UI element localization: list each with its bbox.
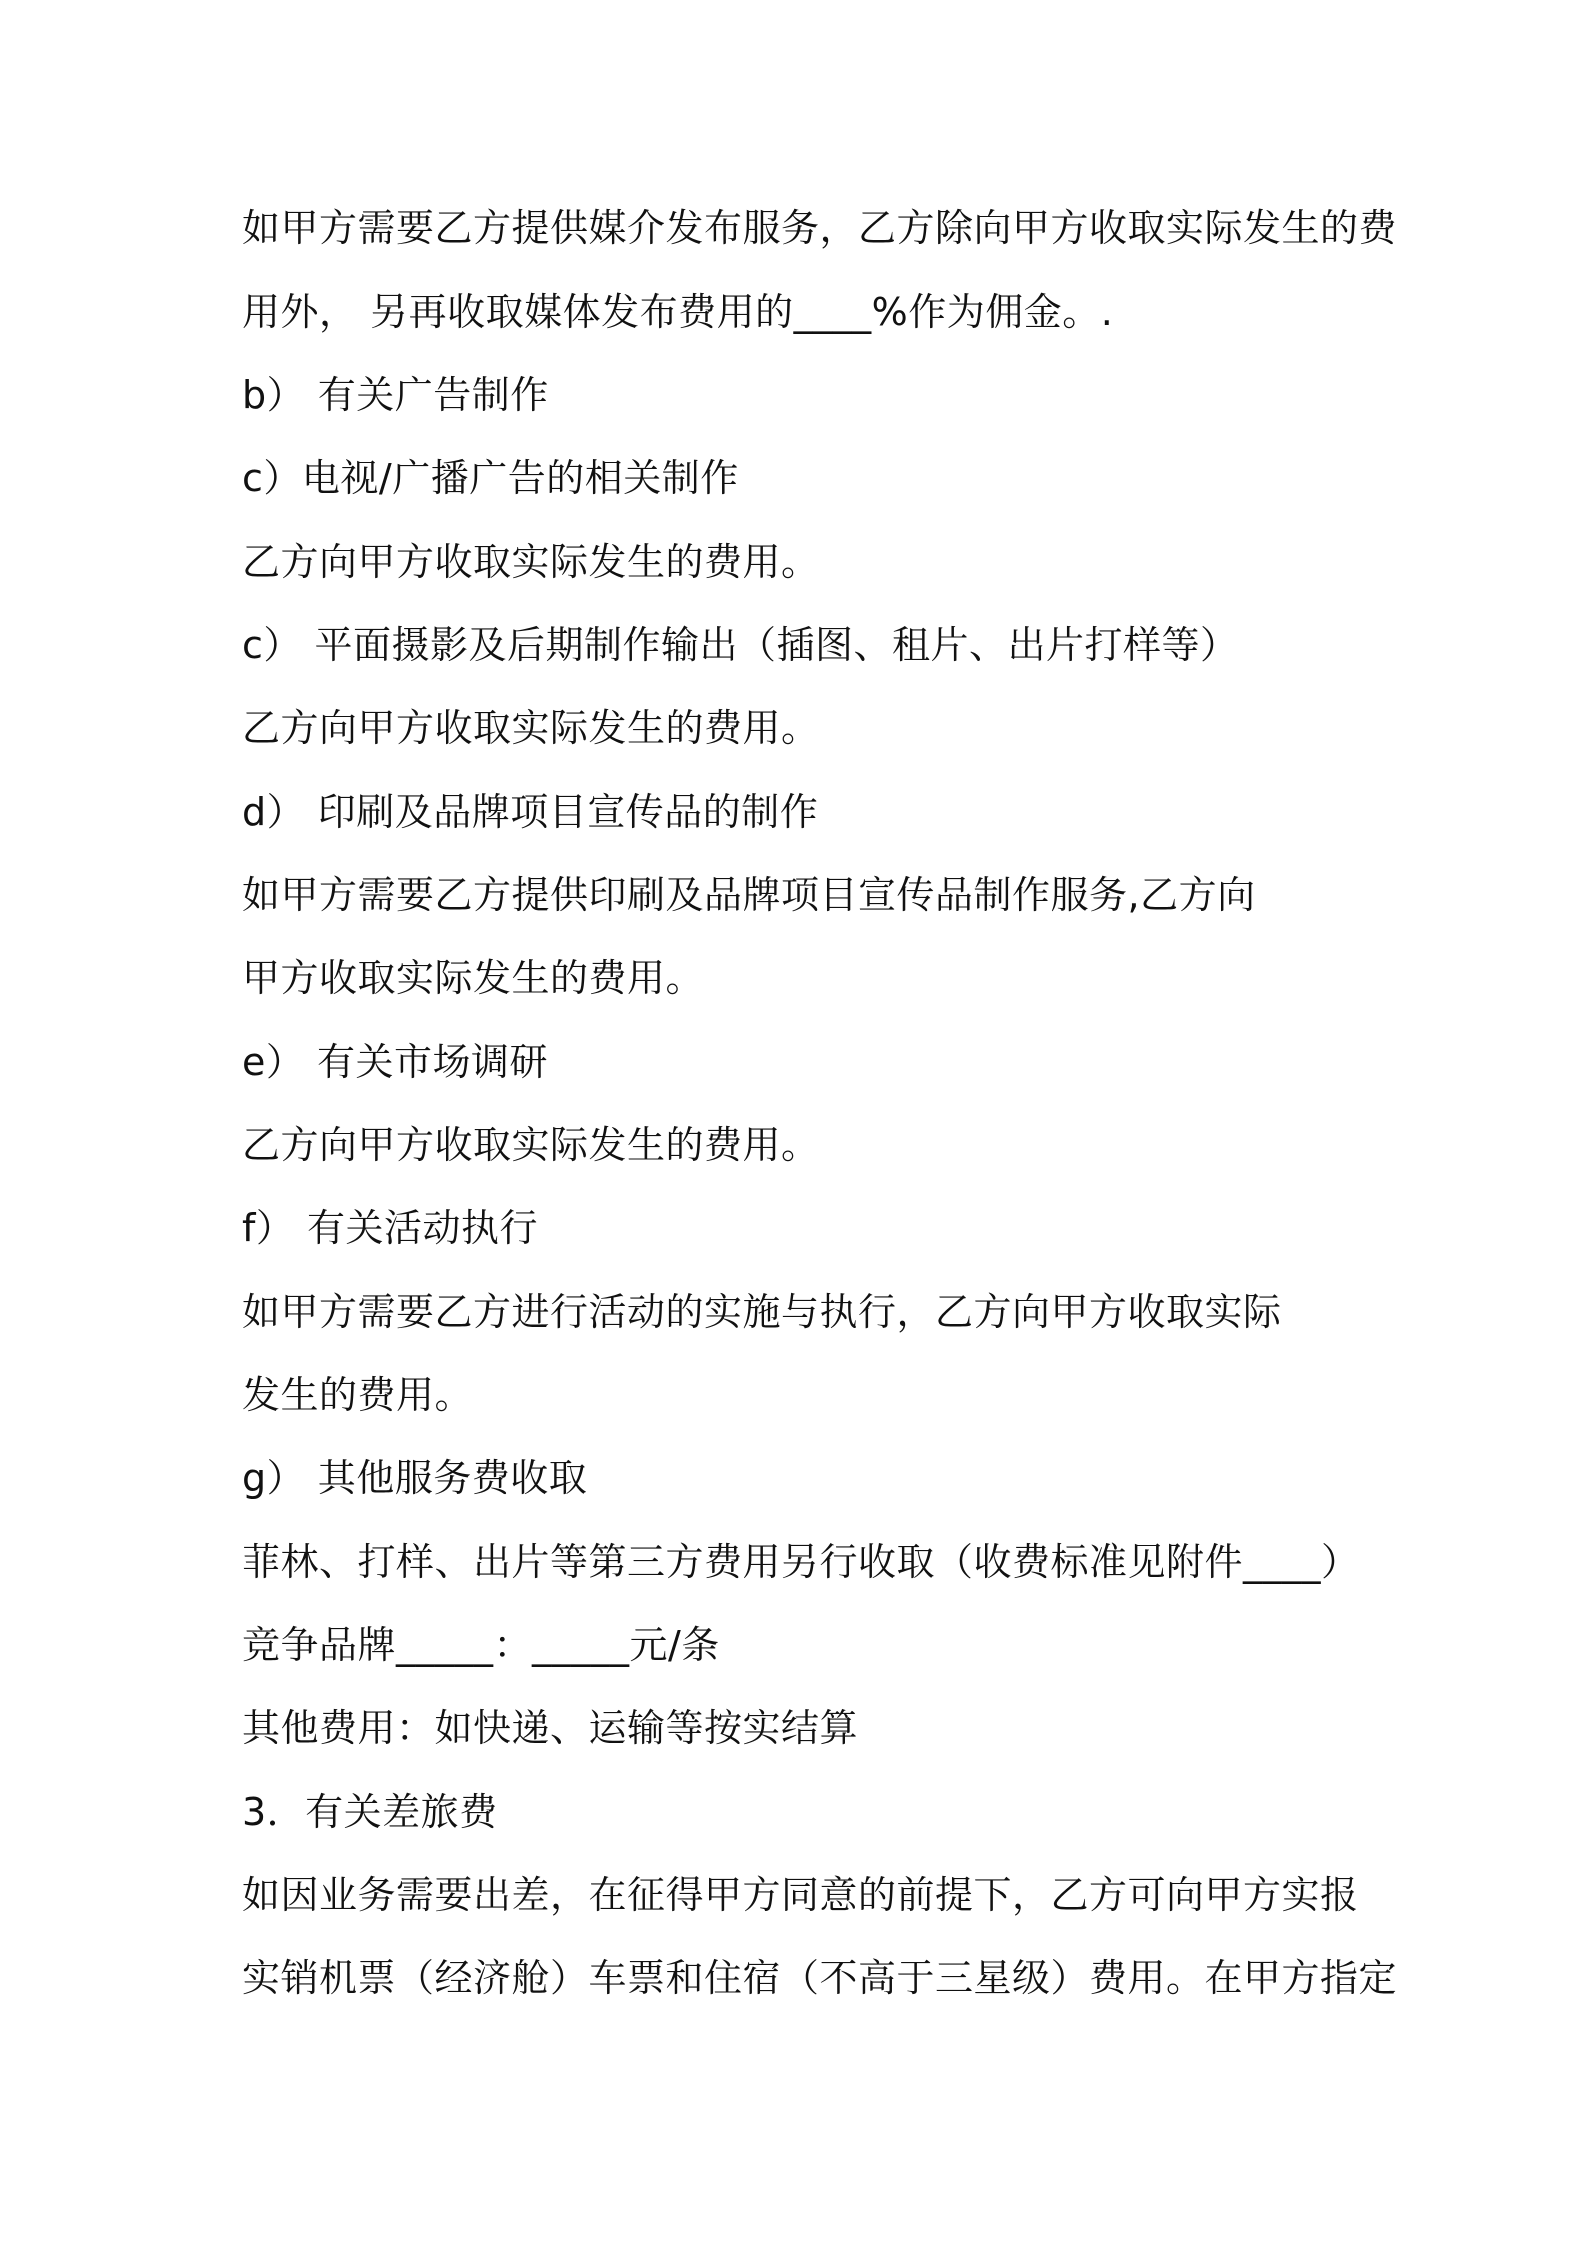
text-line-actual-cost-2: 乙方向甲方收取实际发生的费用。 <box>242 706 820 750</box>
heading-g-other-fees: g） 其他服务费收取 <box>242 1456 588 1500</box>
text-line-event-2: 发生的费用。 <box>242 1373 474 1417</box>
heading-3-travel: 3．有关差旅费 <box>242 1790 498 1834</box>
text-line-printing-2: 甲方收取实际发生的费用。 <box>242 956 705 1000</box>
heading-c-photography: c） 平面摄影及后期制作输出（插图、租片、出片打样等） <box>242 623 1239 667</box>
text-line-printing-1: 如甲方需要乙方提供印刷及品牌项目宣传品制作服务,乙方向 <box>242 873 1256 917</box>
text-line-travel-1: 如因业务需要出差，在征得甲方同意的前提下，乙方可向甲方实报 <box>242 1873 1359 1917</box>
heading-e-market-research: e） 有关市场调研 <box>242 1040 548 1084</box>
text-line-other-fees: 其他费用：如快递、运输等按实结算 <box>242 1706 859 1750</box>
text-line-commission-2: 用外， 另再收取媒体发布费用的____%作为佣金。. <box>242 290 1114 334</box>
heading-d-printing: d） 印刷及品牌项目宣传品的制作 <box>242 790 819 834</box>
heading-f-event-execution: f） 有关活动执行 <box>242 1206 538 1250</box>
text-line-travel-2: 实销机票（经济舱）车票和住宿（不高于三星级）费用。在甲方指定 <box>242 1956 1398 2000</box>
text-line-competitor: 竞争品牌_____：_____元/条 <box>242 1623 720 1667</box>
heading-c-tv-radio: c）电视/广播广告的相关制作 <box>242 456 739 500</box>
heading-b-ad-production: b） 有关广告制作 <box>242 373 549 417</box>
text-line-event-1: 如甲方需要乙方进行活动的实施与执行，乙方向甲方收取实际 <box>242 1290 1282 1334</box>
text-line-commission-1: 如甲方需要乙方提供媒介发布服务，乙方除向甲方收取实际发生的费 <box>242 206 1398 250</box>
text-line-actual-cost-3: 乙方向甲方收取实际发生的费用。 <box>242 1123 820 1167</box>
text-line-actual-cost-1: 乙方向甲方收取实际发生的费用。 <box>242 540 820 584</box>
text-line-third-party: 菲林、打样、出片等第三方费用另行收取（收费标准见附件____） <box>242 1540 1360 1584</box>
